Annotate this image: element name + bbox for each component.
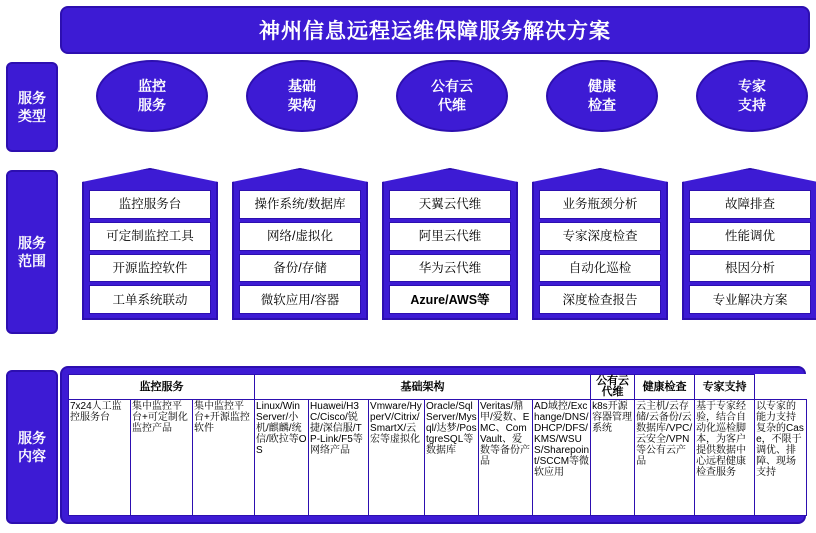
scope-cell[interactable]: Azure/AWS等 [389, 285, 511, 314]
row-label-line: 服务 [18, 235, 46, 251]
ellipse-expert-support[interactable] [696, 60, 808, 132]
service-content-panel [60, 366, 806, 524]
ellipse-label-line: 基础 [288, 78, 316, 94]
scope-cell[interactable]: 根因分析 [689, 254, 811, 283]
ellipse-label-line: 检查 [588, 97, 616, 113]
scope-block-monitoring-service [82, 168, 218, 320]
ellipse-public-cloud[interactable] [396, 60, 508, 132]
page-title: 神州信息远程运维保障服务解决方案 [60, 6, 810, 54]
scope-cell[interactable]: 开源监控软件 [89, 254, 211, 283]
ellipse-label-line: 专家 [738, 78, 766, 94]
content-cell: 基于专家经验，结合自动化巡检脚本，为客户提供数据中心远程健康检查服务 [695, 400, 755, 516]
table-row [69, 400, 807, 516]
scope-cell[interactable]: 深度检查报告 [539, 285, 661, 314]
scope-cell[interactable]: 专业解决方案 [689, 285, 811, 314]
scope-cell[interactable]: 操作系统/数据库 [239, 190, 361, 219]
scope-block-public-cloud [382, 168, 518, 320]
content-cell: Veritas/鼎甲/爱数、EMC、ComVault、爱数等备份产品 [479, 400, 533, 516]
content-cell: 7x24人工监控服务台 [69, 400, 131, 516]
scope-cell-list [89, 190, 211, 314]
scope-cell[interactable]: 性能调优 [689, 222, 811, 251]
scope-cell[interactable]: 监控服务台 [89, 190, 211, 219]
scope-cell-list [389, 190, 511, 314]
group-header-infrastructure: 基础架构 [255, 375, 591, 400]
scope-cell[interactable]: 天翼云代维 [389, 190, 511, 219]
content-cell: 云主机/云存储/云备份/云数据库/VPC/云安全/VPN等公有云产品 [635, 400, 695, 516]
ellipse-label-line: 公有云 [431, 78, 473, 94]
scope-cell[interactable]: 工单系统联动 [89, 285, 211, 314]
row-label-line: 类型 [18, 108, 46, 124]
row-label-service-type [6, 62, 58, 152]
scope-cell-list [539, 190, 661, 314]
ellipse-label-line: 架构 [288, 97, 316, 113]
scope-cell[interactable]: 网络/虚拟化 [239, 222, 361, 251]
service-content-table [68, 374, 807, 516]
row-label-line: 服务 [18, 430, 46, 446]
scope-cell-list [239, 190, 361, 314]
scope-cell[interactable]: 华为云代维 [389, 254, 511, 283]
ellipse-label-line: 健康 [588, 78, 616, 94]
scope-block-expert-support [682, 168, 816, 320]
content-cell: Oracle/SqlServer/Mysql/达梦/PostgreSQL等数据库 [425, 400, 479, 516]
group-header-expert-support: 专家支持 [695, 375, 755, 400]
ellipse-health-check[interactable] [546, 60, 658, 132]
row-label-line: 服务 [18, 90, 46, 106]
row-label-service-content [6, 370, 58, 524]
scope-cell[interactable]: 故障排查 [689, 190, 811, 219]
scope-block-health-check [532, 168, 668, 320]
content-cell: Linux/Win Server/小机/麒麟/统信/欧拉等OS [255, 400, 309, 516]
scope-cell[interactable]: 专家深度检查 [539, 222, 661, 251]
row-label-line: 内容 [18, 448, 46, 464]
scope-cell[interactable]: 阿里云代维 [389, 222, 511, 251]
ellipse-label-line: 代维 [438, 97, 466, 113]
content-cell: 集中监控平台+开源监控软件 [193, 400, 255, 516]
scope-cell[interactable]: 备份/存储 [239, 254, 361, 283]
group-header-health-check: 健康检查 [635, 375, 695, 400]
group-header-public-cloud: 公有云代维 [591, 375, 635, 400]
row-label-service-scope [6, 170, 58, 334]
scope-cell[interactable]: 可定制监控工具 [89, 222, 211, 251]
content-cell: AD域控/Exchange/DNS/DHCP/DFS/KMS/WSUS/Sharepoint/SCCM等微软应用 [533, 400, 591, 516]
scope-cell[interactable]: 业务瓶颈分析 [539, 190, 661, 219]
scope-cell[interactable]: 自动化巡检 [539, 254, 661, 283]
ellipse-label-line: 监控 [138, 78, 166, 94]
content-cell: Huawei/H3C/Cisco/锐捷/深信服/TP-Link/F5等网络产品 [309, 400, 369, 516]
content-cell: Vmware/HyperV/Citrix/SmartX/云宏等虚拟化 [369, 400, 425, 516]
group-header-monitoring: 监控服务 [69, 375, 255, 400]
table-header-row [69, 375, 807, 400]
scope-cell[interactable]: 微软应用/容器 [239, 285, 361, 314]
content-cell: 集中监控平台+可定制化监控产品 [131, 400, 193, 516]
content-cell: k8s开源容器管理系统 [591, 400, 635, 516]
ellipse-infrastructure[interactable] [246, 60, 358, 132]
ellipse-monitoring-service[interactable] [96, 60, 208, 132]
scope-cell-list [689, 190, 811, 314]
ellipse-label-line: 服务 [138, 97, 166, 113]
row-label-line: 范围 [18, 253, 46, 269]
ellipse-label-line: 支持 [738, 97, 766, 113]
content-cell: 以专家的能力支持复杂的Case，不限于调优、排障、现场支持 [755, 400, 807, 516]
scope-block-infrastructure [232, 168, 368, 320]
